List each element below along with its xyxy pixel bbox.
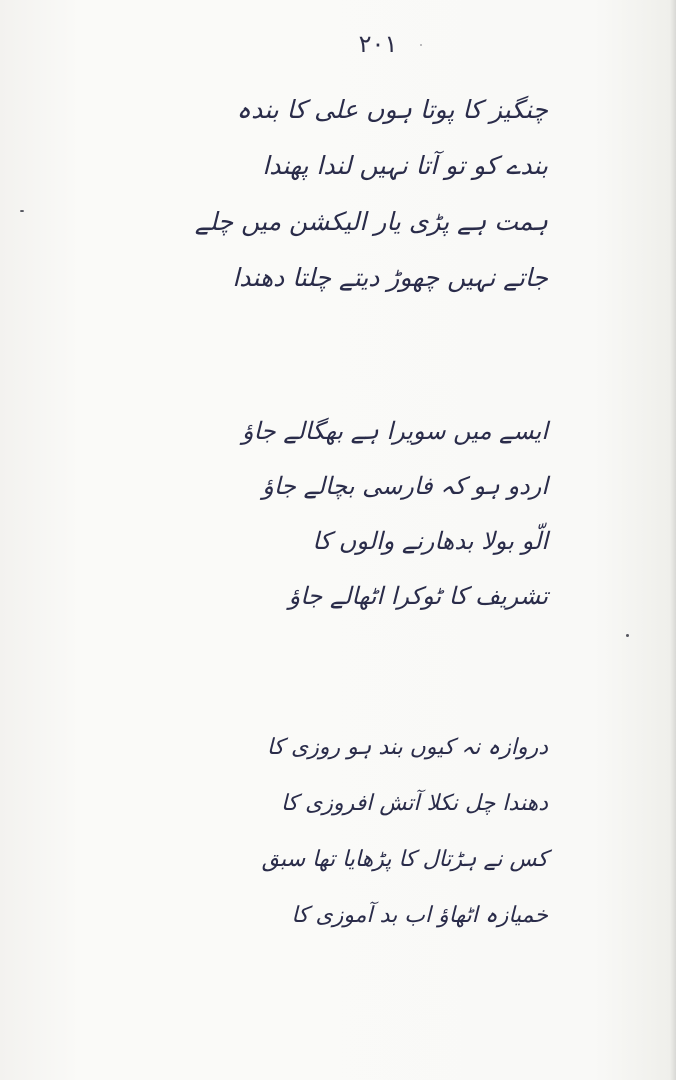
verse-line: تشریف کا ٹوکرا اٹھالے جاؤ xyxy=(288,582,548,610)
verse-line: دروازہ نہ کیوں بند ہو روزی کا xyxy=(266,735,548,760)
stanza-2 xyxy=(208,404,548,624)
verse-line: چنگیز کا پوتا ہوں علی کا بندہ xyxy=(236,95,548,124)
stanza-3 xyxy=(208,720,548,944)
page-edge-shadow xyxy=(670,0,676,1080)
verse-line: خمیازہ اٹھاؤ اب بد آموزی کا xyxy=(291,903,548,928)
scan-speck xyxy=(420,44,422,46)
verse-line: ایسے میں سویرا ہے بھگالے جاؤ xyxy=(242,417,548,445)
scan-speck xyxy=(20,210,24,212)
verse-line: اردو ہو کہ فارسی بچالے جاؤ xyxy=(262,472,548,500)
verse-line: جاتے نہیں چھوڑ دیتے چلتا دھندا xyxy=(232,263,548,292)
verse-line: ہمت ہے پڑی یار الیکشن میں چلے xyxy=(194,207,548,236)
verse-line: الّو بولا بدھارنے والوں کا xyxy=(312,527,548,555)
stanza-1 xyxy=(194,82,548,306)
scan-speck xyxy=(626,634,629,637)
verse-line: بندے کو تو آتا نہیں لندا پھندا xyxy=(262,151,548,180)
verse-line: کس نے ہڑتال کا پڑھایا تھا سبق xyxy=(261,847,548,872)
verse-line: دھندا چل نکلا آتش افروزی کا xyxy=(280,791,548,816)
page-number: ۲۰۱ xyxy=(358,30,398,58)
